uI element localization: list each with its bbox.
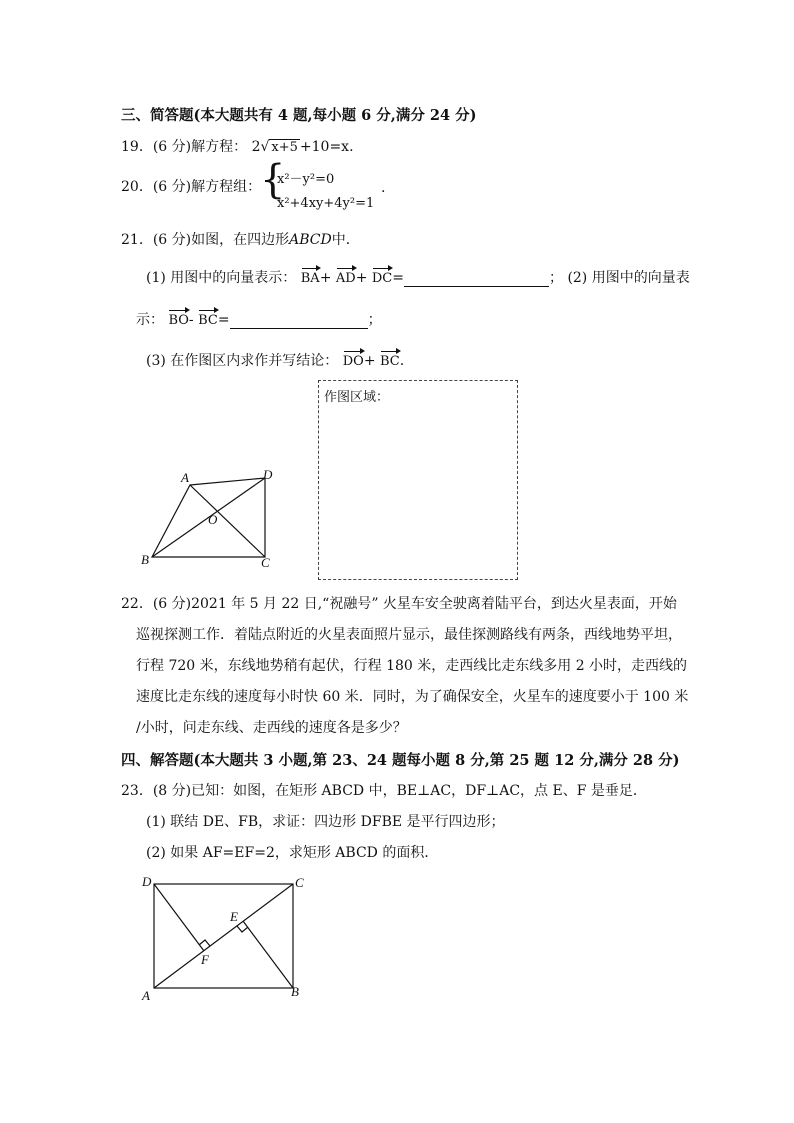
q19-label: 解方程： [191,139,248,155]
vector-bo: BO [168,308,188,328]
q21-p2-label: (2) 用图中的向量表 [567,270,690,286]
q21-p2-answer-blank[interactable] [230,314,368,329]
q21-p3-label: (3) 在作图区内求作并写结论： [146,353,339,369]
q20-end: . [381,180,386,196]
vector-ad: AD [336,266,356,286]
vector-ba: BA [301,266,320,286]
vector-dc: DC [372,266,392,286]
label-c: C [295,875,304,890]
q23-part-1: (1) 联结 DE、FB，求证：四边形 DFBE 是平行四边形； [146,814,505,830]
q19-number: 19． [121,139,153,155]
section-4-heading: 四、解答题(本大题共 3 小题,第 23、24 题每小题 8 分,第 25 题 12 分,满分 28 分) [121,752,680,769]
q21-part-3 [146,349,404,370]
question-22-line-1 [121,593,677,613]
label-f: F [201,952,209,967]
equals-sign: = [392,270,404,286]
label-d: D [263,467,273,482]
q23-part-2: (2) 如果 AF=EF=2，求矩形 ABCD 的面积． [146,845,439,861]
q20-label: 解方程组： [191,179,262,195]
q20-brace: { [260,157,286,203]
q23-number: 23． [121,783,153,799]
question-23 [121,780,647,800]
question-21 [121,229,360,249]
q19-radicand: x+5 [271,140,298,155]
q21-score: (6 分) [152,232,192,248]
segment-df [154,884,204,951]
semicolon: ； [367,312,382,328]
vector-do: DO [343,349,364,369]
q20-equation-1: x²－y²=0 [277,172,335,187]
question-22-line-5: /小时，问走东线、走西线的速度各是多少？ [136,720,407,736]
q21-p2-cont: 示： [136,312,164,328]
question-22-line-4: 速度比走东线的速度每小时快 60 米．同时，为了确保安全，火星车的速度要小于 100 米 [136,689,689,705]
q21-p1-label: (1) 用图中的向量表示： [146,270,297,286]
q23-text: 已知：如图，在矩形 ABCD 中，BE⊥AC，DF⊥AC，点 E、F 是垂足． [191,783,647,799]
q19-equation: 2√ x+5 +10=x. [251,139,354,155]
label-o: O [208,512,218,527]
label-c: C [261,555,270,570]
q22-text-1: 2021 年 5 月 22 日,“祝融号” 火星车安全驶离着陆平台，到达火星表面，开始 [191,596,677,612]
q19-rest: +10=x [299,139,350,155]
label-b: B [291,984,299,999]
section-3-heading: 三、简答题(本大题共有 4 题,每小题 6 分,满分 24 分) [121,107,477,124]
q19-score: (6 分) [152,139,192,155]
q21-text-end: 中． [331,232,360,248]
q21-text: 如图，在四边形 [191,232,290,248]
q21-p3-end: . [399,353,405,369]
drawing-area[interactable] [318,380,518,580]
rectangle-figure [138,872,313,1007]
label-e: E [230,909,238,924]
label-b: B [141,552,149,567]
diagonal-ac [154,884,293,988]
question-22-line-2: 巡视探测工作．着陆点附近的火星表面照片显示，最佳探测路线有两条，西线地势平坦， [136,627,682,643]
minus-sign: - [188,312,194,328]
drawing-area-label: 作图区域： [324,390,390,405]
segment-be [243,921,293,988]
q20-score: (6 分) [152,179,192,195]
q19-end: . [349,139,354,155]
question-19 [121,136,354,156]
q21-number: 21． [121,232,153,248]
q20-equation-2: x²+4xy+4y²=1 [277,196,375,211]
plus-sign: + [355,270,368,286]
q21-part-1: (1) 用图中的向量表示： BA+ AD+ DC= ； (2) 用图中的向量表 [146,266,690,287]
label-a: A [181,470,189,485]
equals-sign: = [217,312,230,328]
question-22-line-3: 行程 720 米，东线地势稍有起伏，行程 180 米，走西线比走东线多用 2 小时，走西线的 [136,658,688,674]
vector-bc: BC [380,349,400,369]
plus-sign: + [363,353,376,369]
right-angle-mark-e [237,926,248,932]
q22-number: 22． [121,596,153,612]
q19-coef: 2 [251,139,261,155]
q23-score: (8 分) [152,783,192,799]
q21-p1-answer-blank[interactable] [404,272,549,287]
q20-number: 20． [121,179,153,195]
question-20 [121,176,261,196]
q21-part-2 [136,308,382,329]
q22-score: (6 分) [152,596,192,612]
plus-sign: + [319,270,332,286]
diagonal-ac [190,485,265,557]
label-a: A [142,988,150,1003]
quadrilateral-figure [135,465,285,575]
label-d: D [142,874,152,889]
q21-quad: ABCD [289,232,332,248]
vector-bc: BC [198,308,218,328]
right-angle-mark-f [199,940,210,946]
